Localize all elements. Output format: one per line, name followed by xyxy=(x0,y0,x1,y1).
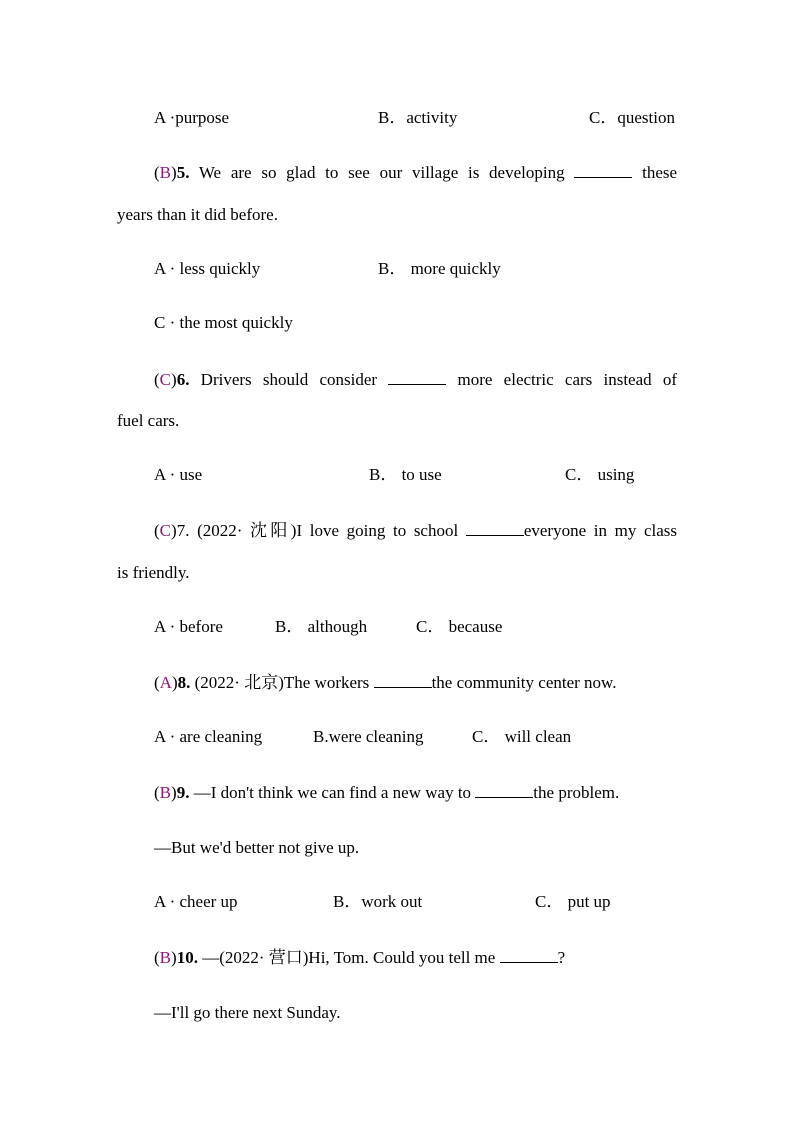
q6-answer-marker: (C)6. xyxy=(154,370,190,389)
q8-answer: A xyxy=(159,673,172,692)
q4-option-b: B．activity xyxy=(378,108,458,127)
q6-option-b: B． to use xyxy=(369,465,442,484)
q5-number: 5. xyxy=(176,163,190,182)
q10-answer: B xyxy=(159,948,172,967)
q9-stem: (B)9. —I don't think we can find a new way to the problem. xyxy=(154,783,620,802)
q9-answer: B xyxy=(159,783,172,802)
q5-option-b: B． more quickly xyxy=(378,259,501,278)
q9-option-b: B．work out xyxy=(333,892,423,911)
q7-stem-line2: is friendly. xyxy=(117,563,190,582)
q6-option-c: C． using xyxy=(565,465,635,484)
q8-source: (2022· 北京) xyxy=(194,673,284,692)
q7-number: 7. (2022· 沈阳) xyxy=(176,521,297,540)
answer-blank xyxy=(388,370,446,385)
q8-option-b: B.were cleaning xyxy=(313,727,424,746)
q5-answer-marker: (B)5. xyxy=(154,163,190,182)
q9-option-c: C． put up xyxy=(535,892,611,911)
q6-stem-line2: fuel cars. xyxy=(117,411,180,430)
q8-option-c: C． will clean xyxy=(472,727,572,746)
q7-stem: (C)7. (2022· 沈阳)I love going to school everyone in my class xyxy=(154,521,678,540)
q6-stem: (C)6. Drivers should consider more electric cars instead of xyxy=(154,370,678,389)
q5-option-a: A · less quickly xyxy=(154,259,261,278)
answer-blank xyxy=(500,948,558,963)
q4-option-a: A ·purpose xyxy=(154,108,230,127)
q5-stem: (B)5. We are so glad to see our village is developing these xyxy=(154,163,678,182)
answer-blank xyxy=(374,673,432,688)
answer-blank xyxy=(574,163,632,178)
q10-reply: —I'll go there next Sunday. xyxy=(154,1003,341,1022)
q7-option-b: B． although xyxy=(275,617,368,636)
q4-option-c: C．question xyxy=(589,108,675,127)
q8-option-a: A · are cleaning xyxy=(154,727,263,746)
q5-option-c: C · the most quickly xyxy=(154,313,293,332)
q9-option-a: A · cheer up xyxy=(154,892,238,911)
q6-number: 6. xyxy=(176,370,190,389)
q10-stem: (B)10. —(2022· 营口)Hi, Tom. Could you tell me ? xyxy=(154,948,566,967)
q9-reply: —But we'd better not give up. xyxy=(154,838,360,857)
answer-blank xyxy=(475,783,533,798)
answer-blank xyxy=(466,521,524,536)
q10-number: 10. xyxy=(176,948,198,967)
q5-stem-line2: years than it did before. xyxy=(117,205,278,224)
q7-answer: C xyxy=(159,521,172,540)
q6-option-a: A · use xyxy=(154,465,203,484)
q7-option-c: C． because xyxy=(416,617,503,636)
q7-answer-marker: (C)7. (2022· 沈阳)I love going to school xyxy=(154,521,459,540)
q5-answer: B xyxy=(159,163,172,182)
q8-stem: (A)8. (2022· 北京)The workers the community center now. xyxy=(154,673,617,692)
q8-number: 8. xyxy=(177,673,191,692)
q6-answer: C xyxy=(159,370,172,389)
q7-option-a: A · before xyxy=(154,617,223,636)
q9-number: 9. xyxy=(176,783,190,802)
